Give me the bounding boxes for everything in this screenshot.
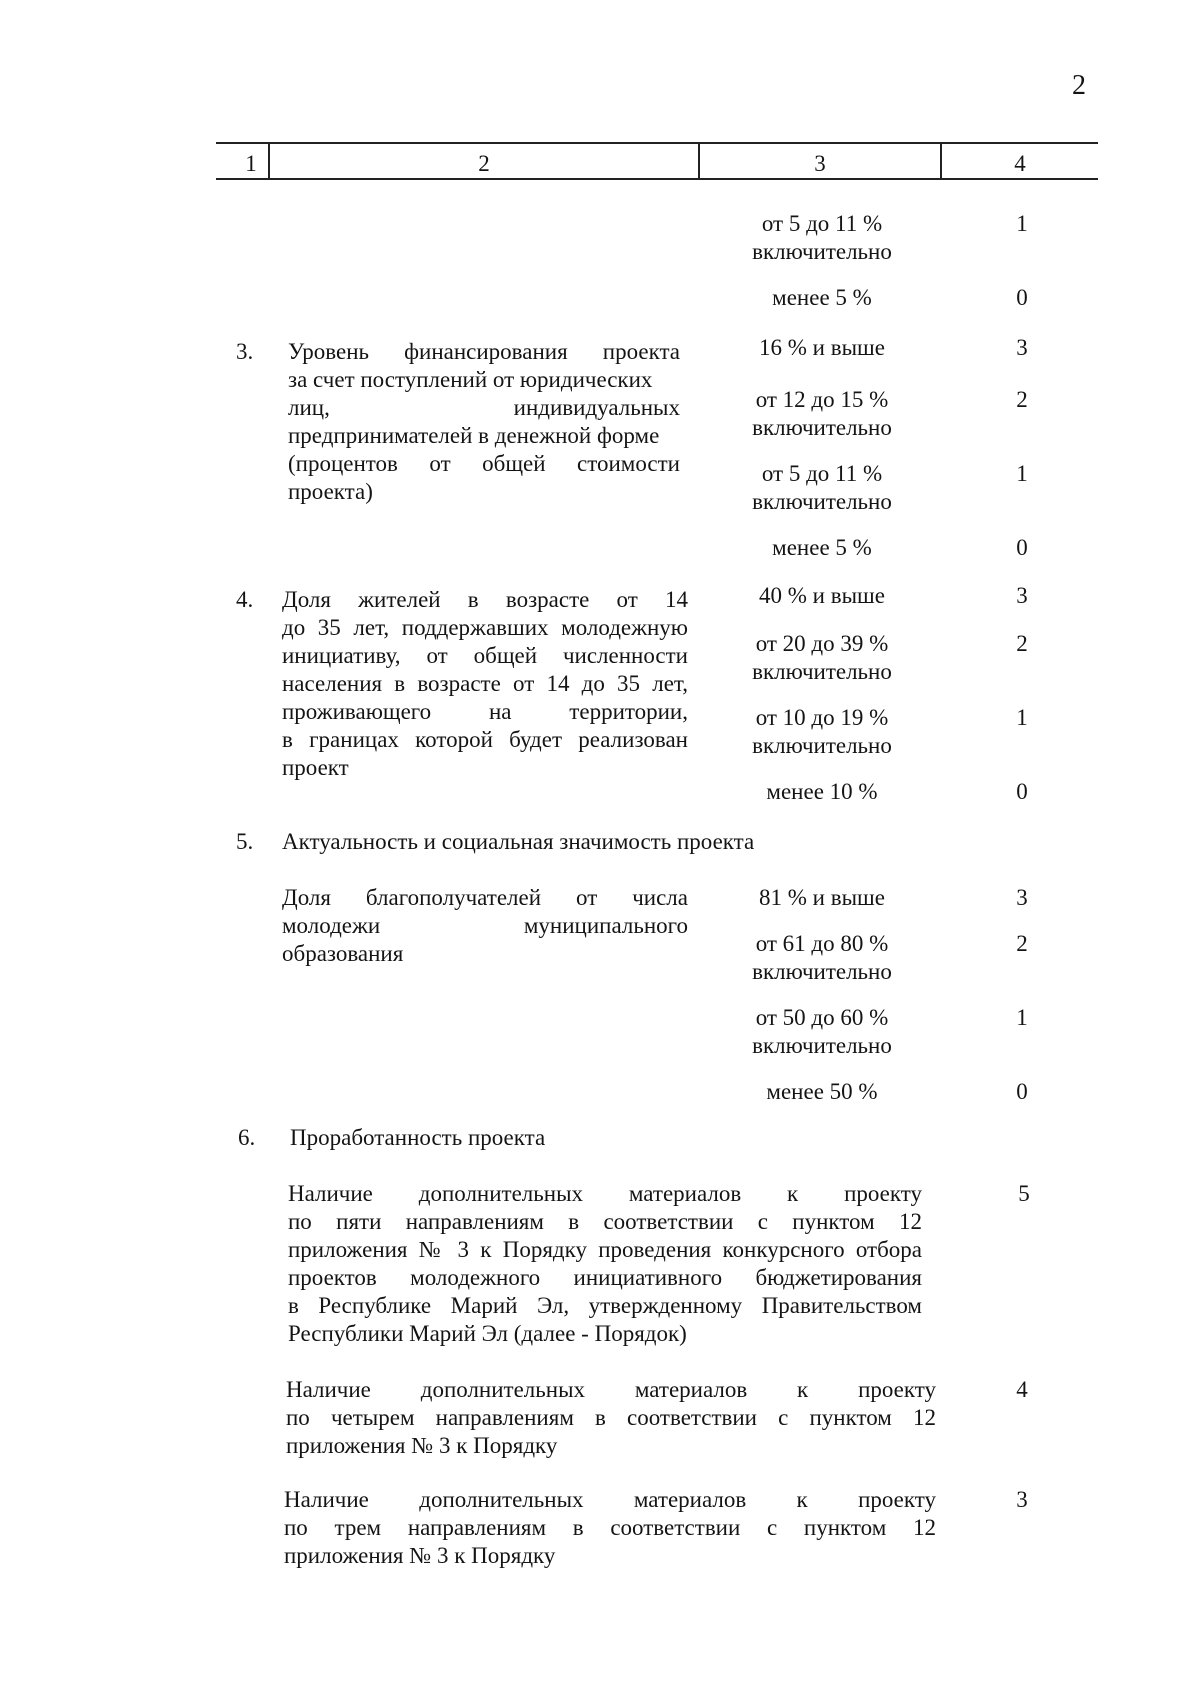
page-number: 2: [1072, 70, 1086, 101]
points-value: 3: [1016, 1487, 1028, 1512]
row-number: 6.: [238, 1125, 256, 1150]
range-label: от 5 до 11 % включительно: [752, 461, 892, 514]
header-col-1: 1: [245, 151, 257, 176]
range-label: менее 5 %: [772, 285, 872, 310]
range-label: от 20 до 39 % включительно: [752, 631, 892, 684]
range-label: менее 5 %: [772, 535, 872, 560]
criterion-text: Доля жителей в возрасте от 14 до 35 лет, поддержавших молодежную инициативу, от общей численности населения в возрасте от 14 до 35 лет, проживающего на территории, в границах которой будет реализован проект: [282, 587, 688, 780]
row-number: 3.: [236, 339, 254, 364]
points-value: 1: [1016, 461, 1028, 486]
criterion-text: Доля благополучателей от числа молодежи муниципального образования: [282, 885, 688, 966]
criterion-text: Уровень финансирования проекта за счет поступлений от юридических лиц, индивидуальных предпринимателей в денежной форме (процентов от общей стоимости проекта): [288, 339, 680, 504]
points-value: 0: [1016, 285, 1028, 310]
points-value: 3: [1016, 335, 1028, 360]
header-bottom-line: [216, 178, 1098, 180]
item-text: Наличие дополнительных материалов к проекту по четырем направлениям в соответствии с пунктом 12 приложения № 3 к Порядку: [286, 1377, 936, 1458]
range-label: от 12 до 15 % включительно: [752, 387, 892, 440]
header-col-2: 2: [478, 151, 490, 176]
points-value: 2: [1016, 931, 1028, 956]
points-value: 0: [1016, 779, 1028, 804]
header-col-4: 4: [1014, 151, 1026, 176]
points-value: 3: [1016, 583, 1028, 608]
points-value: 1: [1016, 1005, 1028, 1030]
points-value: 0: [1016, 535, 1028, 560]
range-label: от 10 до 19 % включительно: [752, 705, 892, 758]
range-label: менее 50 %: [766, 1079, 878, 1104]
range-label: менее 10 %: [766, 779, 878, 804]
points-value: 3: [1016, 885, 1028, 910]
points-value: 2: [1016, 387, 1028, 412]
row-number: 4.: [236, 587, 254, 612]
row-number: 5.: [236, 829, 254, 854]
range-label: от 61 до 80 % включительно: [752, 931, 892, 984]
item-text: Наличие дополнительных материалов к проекту по трем направлениям в соответствии с пунктом 12 приложения № 3 к Порядку: [284, 1487, 936, 1568]
points-value: 1: [1016, 211, 1028, 236]
range-label: 40 % и выше: [759, 583, 885, 608]
item-text: Наличие дополнительных материалов к проекту по пяти направлениям в соответствии с пунктом 12 приложения № 3 к Порядку проведения конкурсного отбора проектов молодежного инициативного бюджетирования в Республике Марий Эл, утвержденному Правительством Республики Марий Эл (далее - Порядок): [288, 1181, 922, 1346]
points-value: 0: [1016, 1079, 1028, 1104]
points-value: 5: [1018, 1181, 1030, 1206]
section-title: Проработанность проекта: [290, 1125, 546, 1150]
points-value: 1: [1016, 705, 1028, 730]
section-title: Актуальность и социальная значимость проекта: [282, 829, 755, 854]
range-label: от 5 до 11 % включительно: [752, 211, 892, 264]
header-top-line: [216, 142, 1098, 144]
range-label: от 50 до 60 % включительно: [752, 1005, 892, 1058]
range-label: 81 % и выше: [759, 885, 885, 910]
points-value: 4: [1016, 1377, 1028, 1402]
header-divider: [940, 142, 942, 180]
points-value: 2: [1016, 631, 1028, 656]
header-col-3: 3: [814, 151, 826, 176]
range-label: 16 % и выше: [759, 335, 885, 360]
